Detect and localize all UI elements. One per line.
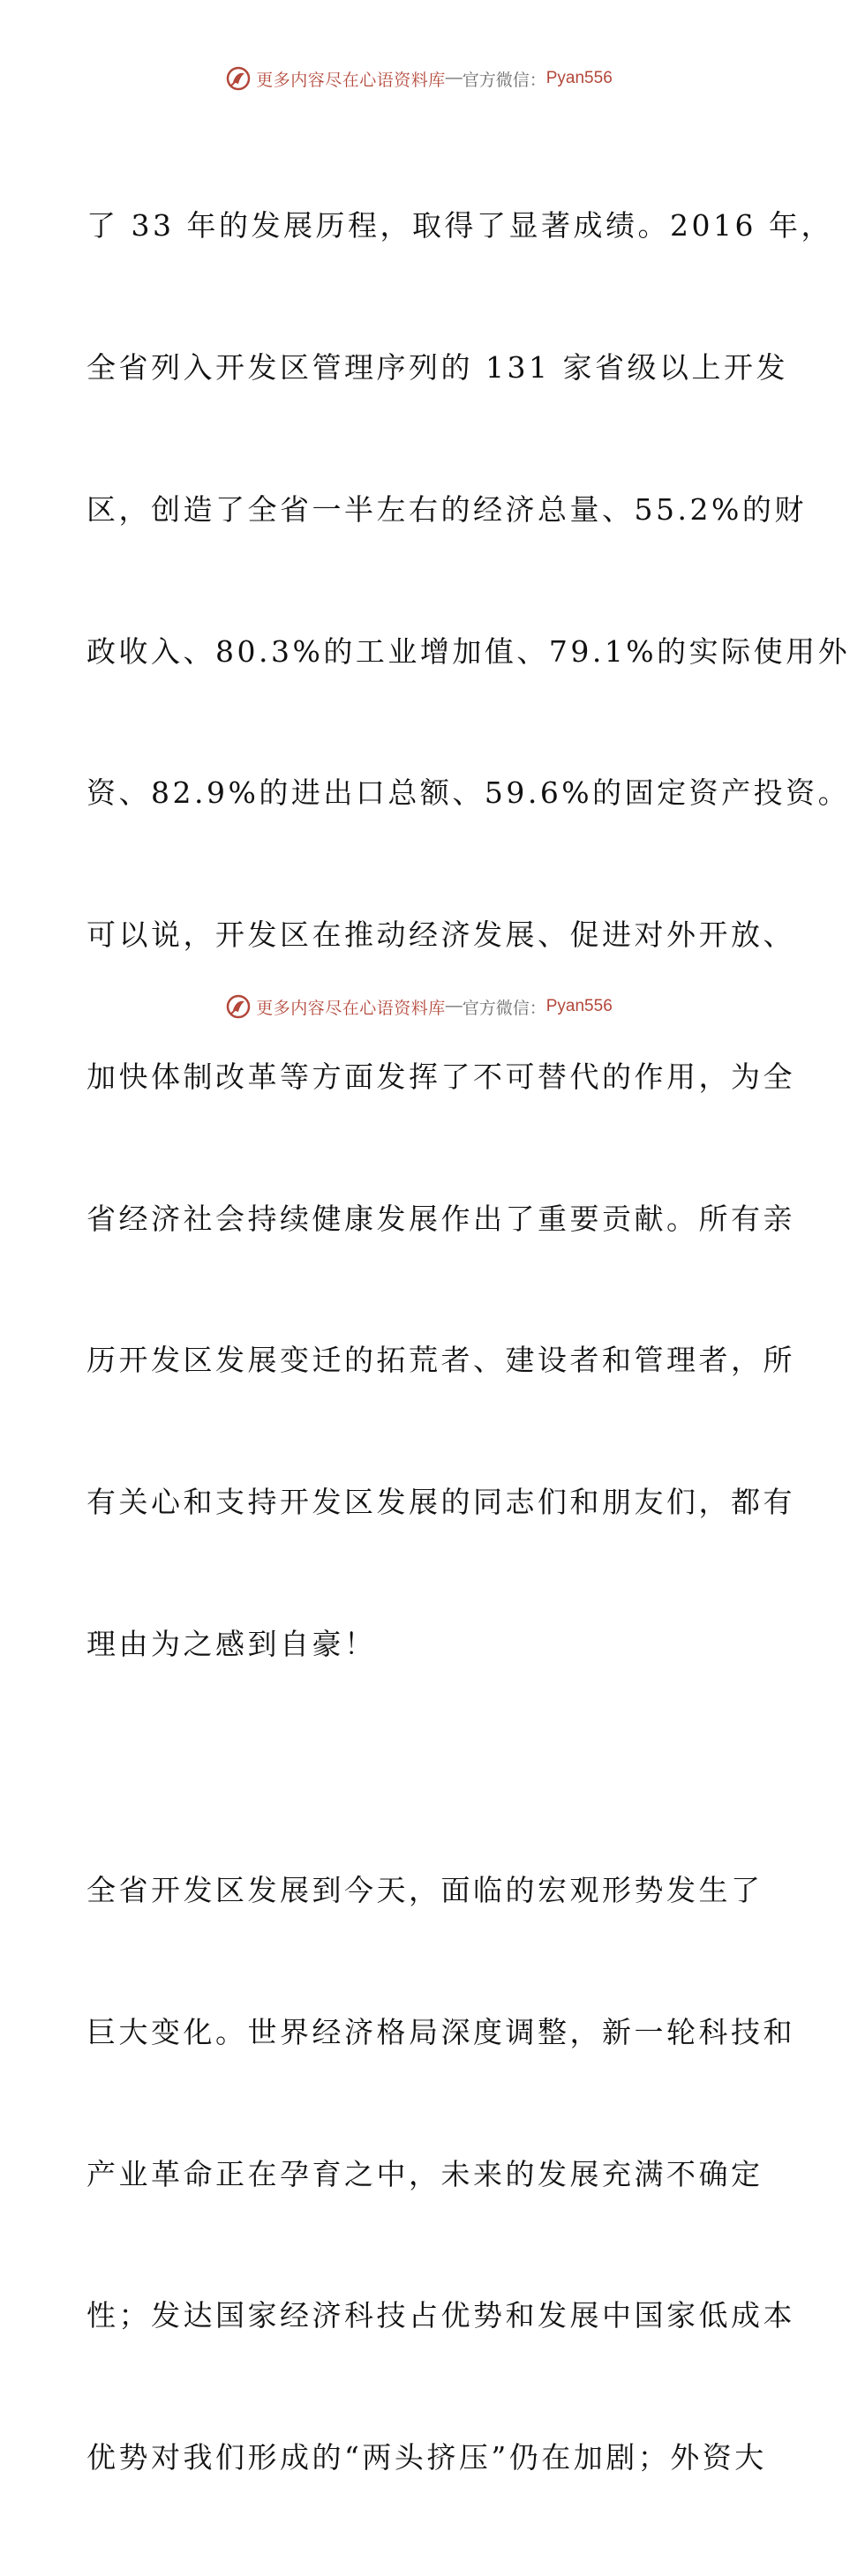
text-line: 巨大变化。世界经济格局深度调整，新一轮科技和 — [87, 2014, 795, 2049]
text-line: 全省开发区发展到今天，面临的宏观形势发生了 — [87, 1872, 763, 1907]
text-line: 资、82.9%的进出口总额、59.6%的固定资产投资。 — [87, 775, 850, 811]
watermark-wechat-label: 官方微信： — [462, 70, 546, 90]
text-line: 政收入、80.3%的工业增加值、79.1%的实际使用外 — [87, 633, 850, 669]
header-watermark — [0, 64, 839, 94]
text-line: 优势对我们形成的“两头挤压”仍在加剧；外资大 — [87, 2440, 767, 2475]
watermark-logo-icon — [226, 994, 251, 1019]
text-line: 全省列入开发区管理序列的 131 家省级以上开发 — [87, 349, 788, 385]
text-line: 了 33 年的发展历程，取得了显著成绩。2016 年， — [87, 208, 833, 243]
watermark-wechat-label: 官方微信： — [462, 998, 546, 1018]
paragraph-2 — [87, 1772, 795, 2576]
text-line: 可以说，开发区在推动经济发展、促进对外开放、 — [87, 917, 795, 953]
watermark-site-text: 更多内容尽在心语资料库 — [256, 70, 446, 90]
watermark-wechat-id: Pyan556 — [545, 69, 613, 87]
watermark-site-text: 更多内容尽在心语资料库 — [256, 998, 446, 1018]
text-line: 历开发区发展变迁的拓荒者、建设者和管理者，所 — [87, 1343, 795, 1378]
text-line: 理由为之感到自豪！ — [87, 1627, 377, 1661]
watermark-separator: — — [445, 69, 463, 87]
text-line: 加快体制改革等方面发挥了不可替代的作用，为全 — [87, 1059, 795, 1094]
document-body — [87, 108, 850, 2576]
text-line: 有关心和支持开发区发展的同志们和朋友们，都有 — [87, 1485, 795, 1520]
text-line: 产业革命正在孕育之中，未来的发展充满不确定 — [87, 2156, 763, 2191]
text-line: 性；发达国家经济科技占优势和发展中国家低成本 — [87, 2298, 795, 2333]
paragraph-1 — [87, 108, 850, 1763]
text-line: 省经济社会持续健康发展作出了重要贡献。所有亲 — [87, 1201, 795, 1236]
watermark-separator: — — [445, 997, 463, 1015]
text-line: 区，创造了全省一半左右的经济总量、55.2%的财 — [87, 491, 807, 527]
footer-watermark — [0, 992, 839, 1022]
watermark-wechat-id: Pyan556 — [545, 997, 613, 1015]
watermark-logo-icon — [226, 66, 251, 91]
